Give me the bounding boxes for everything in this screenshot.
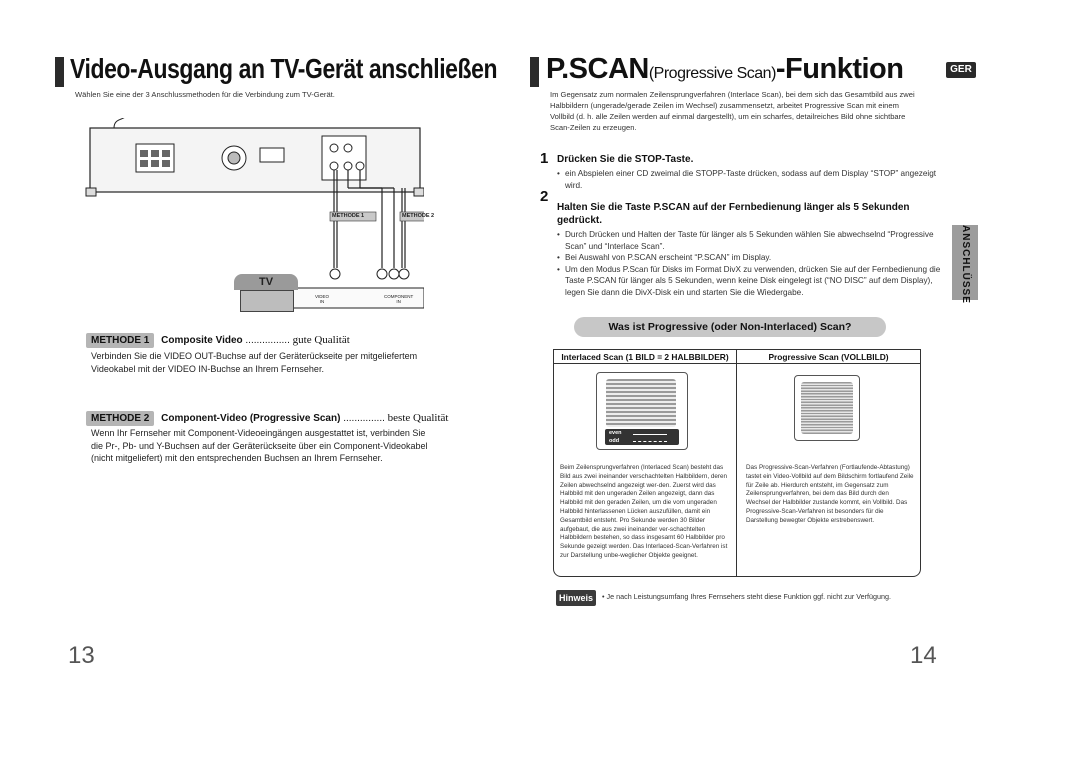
step1-number: 1 [540, 150, 549, 167]
progressive-column-head: Progressive Scan (VOLLBILD) [768, 352, 889, 362]
section-tab-anschluesse: ANSCHLÜSSE [952, 225, 978, 300]
left-page-number: 13 [68, 642, 95, 669]
title-end: -Funktion [775, 53, 904, 85]
note-label: Hinweis [556, 590, 596, 606]
step2-bullet: • Bei Auswahl von P.SCAN erscheint “P.SCAN” im Display. [557, 252, 942, 264]
method1-dots: ................ [245, 335, 290, 346]
right-intro: Im Gegensatz zum normalen Zeilensprungverfahren (Interlace Scan), bei dem sich das Gesamtbild aus zwei Halbbildern (ungerade/gerade Zeilen im Wechsel) zusammensetzt, arbeitet Progressive Scan mit einem Vollbild (d. h. alle Zeilen werden auf einmal dargestellt), um ein scharfes, detailreiches Bild ohne sichtbare Scan-Zeilen zu erzeugen. [550, 90, 915, 132]
even-label: even [609, 430, 622, 436]
method2-dots: ............... [343, 413, 385, 424]
method2-name: Component-Video (Progressive Scan) [161, 413, 341, 424]
method2-quality: beste Qualität [387, 412, 449, 424]
left-intro: Wählen Sie eine der 3 Anschlussmethoden für die Verbindung zum TV-Gerät. [75, 90, 335, 99]
interlaced-screen-graphic [596, 372, 688, 450]
right-page-title [546, 53, 903, 86]
methode1-tag: METHODE 1 [332, 213, 365, 219]
step2-number: 2 [540, 188, 549, 205]
comparison-table [553, 349, 921, 577]
title-main: P.SCAN [546, 53, 649, 85]
method2-tag: METHODE 2 [86, 411, 154, 426]
plugs [330, 269, 409, 279]
step2-title: Halten Sie die Taste P.SCAN auf der Fernbedienung länger als 5 Sekunden gedrückt. [557, 202, 910, 226]
step2-bullets [557, 229, 942, 298]
interlaced-description: Beim Zeilensprungverfahren (Interlaced Scan) besteht das Bild aus zwei ineinander verschachtelten Halbbildern, deren Zeilen abwechselnd angezeigt wer-den. Zuerst wird das Halbbild mit den ungeraden Zeilen angezeigt, dann das Halbbild mit den geraden Zeilen, um die vom ungeraden Halbbild hinterlassenen Lücken auszufüllen, damit ein Gesamtbild entsteht. Pro Sekunde werden 30 Bilder aufgebaut, die aus zwei ineinander ver-schachtelten Halbbildern bestehen, so dass insgesamt 60 Halbbilder pro Sekunde gezeigt werden. Das Interlaced-Scan-Verfahren ist zur Darstellung unbe-weglicher Objekte geeignet. [560, 464, 728, 559]
right-title-bar [530, 57, 539, 87]
method2-heading [86, 411, 448, 426]
step2-bullet: • Durch Drücken und Halten der Taste für länger als 5 Sekunden wählen Sie abwechselnd “Progressive Scan” und “Interlace Scan”. [557, 229, 942, 252]
methode2-tag: METHODE 2 [402, 213, 435, 219]
language-badge: GER [946, 62, 976, 78]
method1-quality: gute Qualität [292, 334, 350, 346]
step1-title: Drücken Sie die STOP-Taste. [557, 154, 694, 165]
left-title-bar [55, 57, 64, 87]
receiver-unit [86, 118, 424, 196]
note-text: • Je nach Leistungsumfang Ihres Fernsehers steht diese Funktion ggf. nicht zur Verfügung. [602, 592, 891, 601]
progressive-description: Das Progressive-Scan-Verfahren (Fortlaufende-Abtastung) tastet ein Video-Vollbild auf dem Bildschirm fortlaufend Zeile für Zeile ab. Hierdurch entsteht, im Gegensatz zum Zeilensprungverfahren, bei dem das Bild durch den Wechsel der Halbbilder zustande kommt, ein Vollbild. Das Progressive-Scan-Verfahren ist besonders für die Darstellung bewegter Objekte erstrebenswert. [746, 464, 914, 524]
step1-bullet: • ein Abspielen einer CD zweimal die STOPP-Taste drücken, sodass auf dem Display “STOP” angezeigt wird. [557, 168, 942, 191]
method2-text: Wenn Ihr Fernseher mit Component-Videoeingängen ausgestattet ist, verbinden Sie die Pr-, Pb- und Y-Buchsen auf der Geräterückseite über ein Component-Videokabel (nicht mitgeliefert) mit den entsprechenden Buchsen an Ihrem Fernseher. [91, 428, 428, 463]
title-sub: (Progressive Scan) [648, 65, 776, 82]
method1-tag: METHODE 1 [86, 333, 154, 348]
right-page-number: 14 [910, 642, 937, 669]
method1-text: Verbinden Sie die VIDEO OUT-Buchse auf der Geräterückseite per mitgeliefertem Videokabel mit der VIDEO IN-Buchse an Ihrem Fernseher. [91, 351, 418, 374]
odd-label: odd [609, 438, 620, 444]
component-in-label: COMPONENT IN [384, 294, 414, 304]
tv-set [234, 274, 298, 310]
left-page-title: Video-Ausgang an TV-Gerät anschließen [70, 53, 498, 84]
interlaced-column-head: Interlaced Scan (1 BILD = 2 HALBBILDER) [561, 352, 729, 362]
tv-label: TV [234, 274, 298, 290]
progressive-screen-graphic [794, 375, 860, 441]
step2-bullet: • Um den Modus P.Scan für Disks im Format DivX zu verwenden, drücken Sie auf der Fernbedienung die Taste P.SCAN für länger als 5 Sekunden, wenn keine Disk eingelegt ist (“NO DISC” auf dem Display), legen Sie dann die DivX-Disk ein und starten Sie die Wiedergabe. [557, 264, 942, 299]
video-in-label: VIDEO IN [315, 294, 330, 304]
method1-name: Composite Video [161, 335, 243, 346]
step1-bullets [557, 168, 942, 191]
question-heading: Was ist Progressive (oder Non-Interlaced) Scan? [574, 317, 886, 337]
method1-heading [86, 333, 350, 348]
note-text-content: Je nach Leistungsumfang Ihres Fernsehers steht diese Funktion ggf. nicht zur Verfügung. [606, 592, 891, 601]
